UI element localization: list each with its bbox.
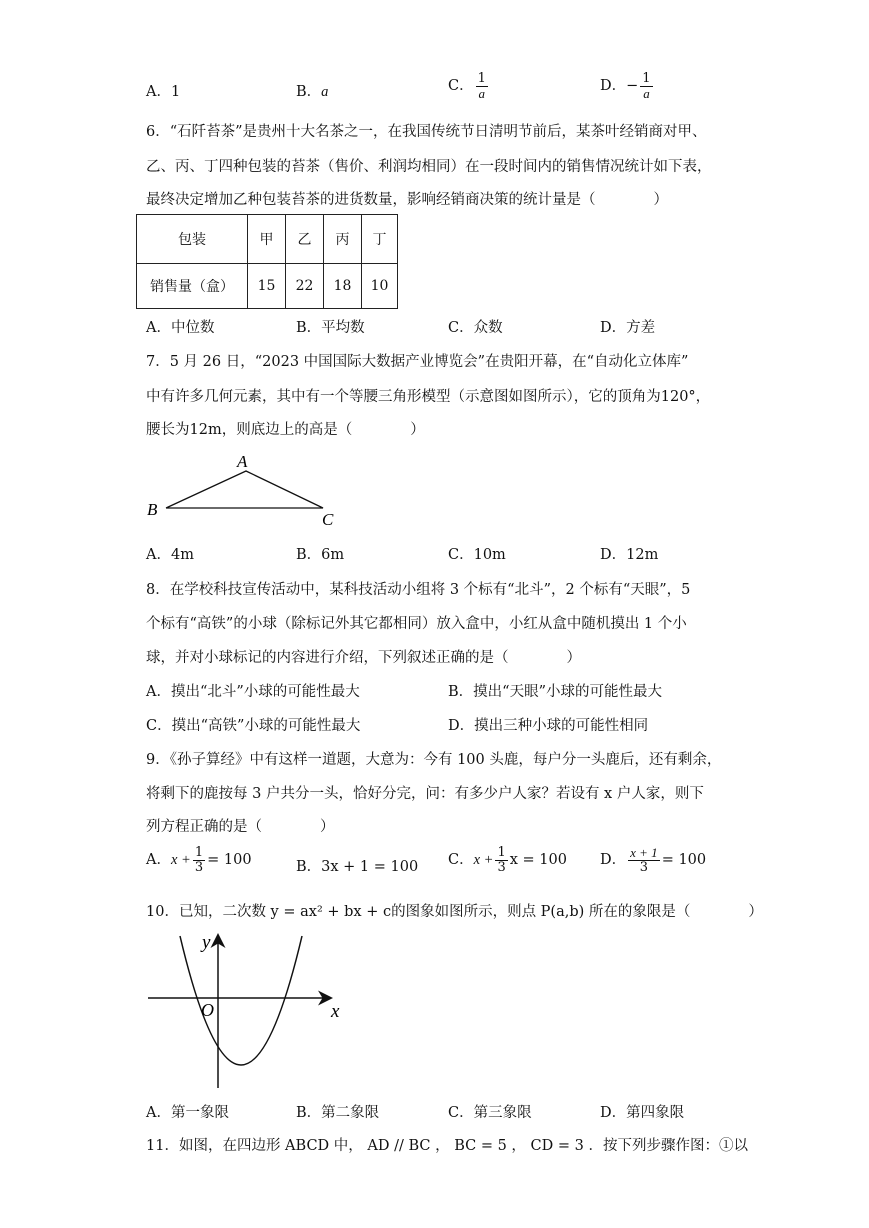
q9-option-c-post: x = 100 [509,852,567,869]
q5-option-d-fraction [640,72,652,100]
fraction-denominator: 3 [194,859,204,875]
q10-option-d: D．第四象限 [600,1105,685,1121]
q8-stem-line-2: 个标有“高铁”的小球（除标记外其它都相同）放入盒中，小红从盒中随机摸出 1 个小 [146,616,687,632]
fraction-numerator: 1 [194,845,204,860]
fraction-denominator: 3 [497,859,506,875]
q7-stem-line-1: 7．5 月 26 日，“2023 中国国际大数据产业博览会”在贵阳开幕，在“自动化立体库” [146,354,689,370]
q7-option-a: A．4m [146,547,194,563]
q8-option-c: C．摸出“高铁”小球的可能性最大 [146,718,361,734]
q9-option-c [448,846,567,874]
q6-option-d: D．方差 [600,320,656,336]
fraction-denominator: a [478,85,485,101]
q5-option-c [448,72,490,100]
q5-option-b [296,80,328,101]
table-cell: 丁 [362,215,398,264]
q5-option-c-fraction [476,72,488,100]
x-axis-label: x [331,1001,340,1022]
origin-label: O [201,1000,214,1020]
q9-option-c-pre: x + [473,852,494,869]
vertex-label-b: B [147,500,158,519]
q9-stem-line-2: 将剩下的鹿按每 3 户共分一头，恰好分完，问：有多少户人家？若设有 x 户人家，则下 [146,786,704,802]
q9-option-d [600,846,706,874]
vertex-label-a: A [237,452,248,471]
q5-option-d-sign: − [626,78,639,95]
q9-option-d-post: = 100 [661,852,707,869]
table-cell: 乙 [286,215,324,264]
q9-option-a [146,846,252,874]
q6-stem-line-1: 6．“石阡苔茶”是贵州十大名茶之一，在我国传统节日清明节前后，某茶叶经销商对甲、 [146,124,707,140]
table-header-row [137,215,398,264]
q5-option-b-var: a [321,84,329,100]
q9-option-a-post: = 100 [207,852,252,869]
q5-option-a: A．1 [146,84,181,100]
q8-option-b: B．摸出“天眼”小球的可能性最大 [448,684,662,700]
fraction-numerator: 1 [477,71,486,86]
q5-option-d [600,72,655,100]
table-cell: 18 [324,264,362,309]
fraction-numerator: 1 [497,845,506,860]
q9-option-b: B．3x + 1 = 100 [296,859,419,875]
q9-stem-line-3: 列方程正确的是（ ） [146,819,335,835]
q9-option-d-fraction [628,846,660,874]
fraction-denominator: a [643,85,650,101]
parabola-curve [180,936,302,1065]
table-row [137,264,398,309]
table-cell: 15 [248,264,286,309]
q7-option-b: B．6m [296,547,345,563]
q9-option-a-label: A． [146,852,171,869]
sales-table [136,214,398,309]
q9-option-a-pre: x + [170,852,191,869]
fraction-numerator: x + 1 [630,845,658,860]
vertex-label-c: C [322,510,334,529]
fraction-numerator: 1 [642,71,651,86]
q6-option-b: B．平均数 [296,320,365,336]
table-cell: 10 [362,264,398,309]
q7-stem-line-3: 腰长为12m，则底边上的高是（ ） [146,422,425,438]
q9-option-c-label: C． [448,852,474,869]
q10-option-b: B．第二象限 [296,1105,380,1121]
table-cell: 22 [286,264,324,309]
fraction-denominator: 3 [639,859,649,875]
parabola-graph-figure [140,928,360,1093]
q8-stem-line-3: 球，并对小球标记的内容进行介绍，下列叙述正确的是（ ） [146,650,581,666]
q10-option-a: A．第一象限 [146,1105,229,1121]
q9-stem-line-1: 9．《孙子算经》中有这样一道题，大意为：今有 100 头鹿，每户分一头鹿后，还有剩余， [146,752,722,768]
triangle-outline [166,471,323,508]
q5-option-d-label: D． [600,78,627,95]
q6-option-a: A．中位数 [146,320,215,336]
q6-option-c: C．众数 [448,320,503,336]
table-cell: 甲 [248,215,286,264]
q11-stem: 11．如图，在四边形 ABCD 中， AD // BC ， BC = 5 ， CD = 3 ．按下列步骤作图：①以 [146,1138,748,1154]
q8-option-d: D．摸出三种小球的可能性相同 [448,718,649,734]
q6-stem-line-3: 最终决定增加乙种包装苔茶的进货数量，影响经销商决策的统计量是（ ） [146,192,668,208]
table-cell: 包装 [137,215,248,264]
y-axis-label: y [202,932,211,953]
q5-option-c-label: C． [448,78,474,95]
q6-stem-line-2: 乙、丙、丁四种包装的苔茶（售价、利润均相同）在一段时间内的销售情况统计如下表， [146,159,712,175]
q9-option-a-fraction [193,846,205,874]
isosceles-triangle-figure [140,448,350,533]
q7-option-d: D．12m [600,547,659,563]
q10-stem: 10．已知，二次数 y = ax² + bx + c的图象如图所示，则点 P(a,b) 所在的象限是（ ） [146,904,763,920]
table-cell: 丙 [324,215,362,264]
q5-option-b-label: B． [296,84,322,100]
q9-option-c-fraction [495,846,507,874]
q7-stem-line-2: 中有许多几何元素，其中有一个等腰三角形模型（示意图如图所示），它的顶角为120°， [146,389,711,405]
q7-option-c: C．10m [448,547,506,563]
q8-option-a: A．摸出“北斗”小球的可能性最大 [146,684,360,700]
q10-option-c: C．第三象限 [448,1105,532,1121]
q9-option-d-label: D． [600,852,627,869]
table-cell: 销售量（盒） [137,264,248,309]
q8-stem-line-1: 8．在学校科技宣传活动中，某科技活动小组将 3 个标有“北斗”，2 个标有“天眼”，5 [146,582,691,598]
